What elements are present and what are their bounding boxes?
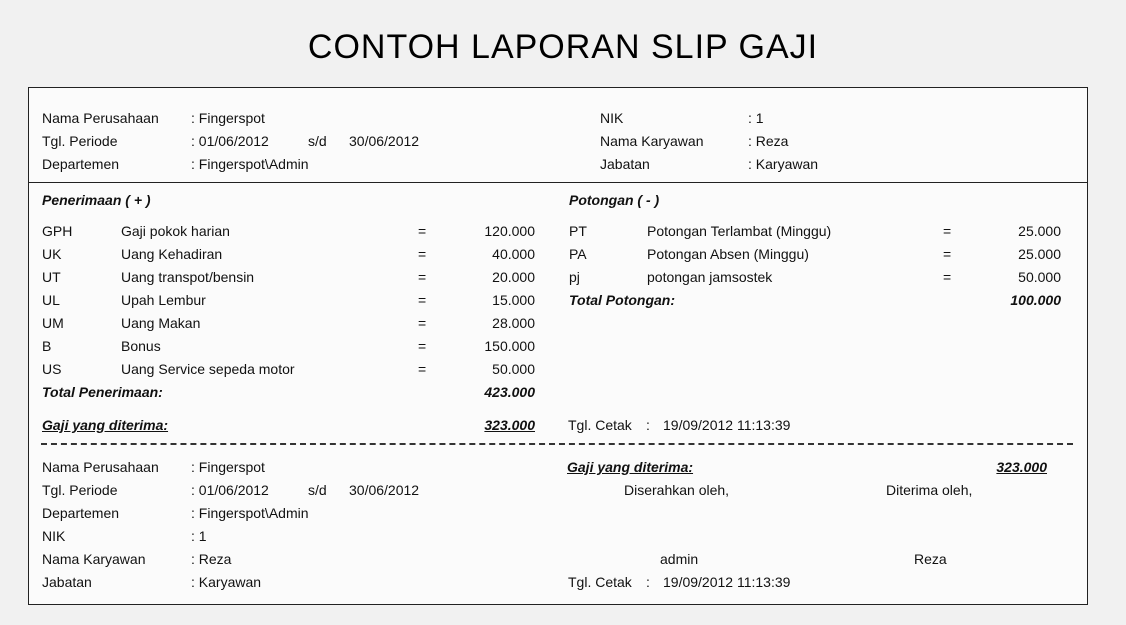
- deduction-row-desc: Potongan Absen (Minggu): [647, 246, 809, 262]
- income-row-amount: 120.000: [484, 223, 535, 239]
- income-row-eq: =: [418, 269, 427, 285]
- slip-position-value: : Karyawan: [191, 574, 262, 590]
- period-label: Tgl. Periode: [42, 133, 118, 149]
- deduction-row-desc: Potongan Terlambat (Minggu): [647, 223, 832, 239]
- income-row-eq: =: [418, 246, 427, 262]
- income-row-amount: 28.000: [492, 315, 535, 331]
- slip-employee-name-label: Nama Karyawan: [42, 551, 146, 567]
- print-date-sep: :: [646, 417, 650, 433]
- handed-over-by-label: Diserahkan oleh,: [624, 482, 730, 498]
- income-row-eq: =: [418, 361, 427, 377]
- income-total-label: Total Penerimaan:: [42, 384, 163, 400]
- handed-over-by-name: admin: [660, 551, 699, 567]
- deduction-row-code: PA: [569, 246, 587, 262]
- slip-position-label: Jabatan: [42, 574, 92, 590]
- slip-company-label: Nama Perusahaan: [42, 459, 159, 475]
- income-row-desc: Uang Service sepeda motor: [121, 361, 295, 377]
- print-date-value: 19/09/2012 11:13:39: [663, 417, 791, 433]
- slip-print-date-label: Tgl. Cetak: [568, 574, 632, 590]
- period-sep: s/d: [308, 133, 327, 149]
- slip-department-value: : Fingerspot\Admin: [191, 505, 309, 521]
- income-row-code: US: [42, 361, 62, 377]
- income-row-code: UK: [42, 246, 62, 262]
- slip-employee-name-value: : Reza: [191, 551, 232, 567]
- income-row-desc: Gaji pokok harian: [121, 223, 230, 239]
- employee-name-value: : Reza: [748, 133, 789, 149]
- salary-slip: [28, 87, 1088, 605]
- deduction-row-code: PT: [569, 223, 587, 239]
- income-row-desc: Uang Makan: [121, 315, 201, 331]
- income-row-amount: 15.000: [492, 292, 535, 308]
- department-value: : Fingerspot\Admin: [191, 156, 309, 172]
- income-row-amount: 50.000: [492, 361, 535, 377]
- deduction-heading: Potongan ( - ): [569, 192, 660, 208]
- income-row-eq: =: [418, 223, 427, 239]
- income-total-value: 423.000: [484, 384, 535, 400]
- print-date-label: Tgl. Cetak: [568, 417, 632, 433]
- income-row-amount: 20.000: [492, 269, 535, 285]
- slip-period-label: Tgl. Periode: [42, 482, 118, 498]
- net-pay-value: 323.000: [484, 417, 535, 433]
- position-value: : Karyawan: [748, 156, 819, 172]
- department-label: Departemen: [42, 156, 120, 172]
- income-row-desc: Uang transpot/bensin: [121, 269, 255, 285]
- slip-net-pay-label: Gaji yang diterima:: [567, 459, 694, 475]
- income-row-eq: =: [418, 338, 427, 354]
- slip-period-start: : 01/06/2012: [191, 482, 269, 498]
- period-end: 30/06/2012: [349, 133, 420, 149]
- income-row-code: UT: [42, 269, 61, 285]
- deduction-row-code: pj: [569, 269, 580, 285]
- position-label: Jabatan: [600, 156, 650, 172]
- income-row-code: UL: [42, 292, 60, 308]
- page-title: CONTOH LAPORAN SLIP GAJI: [307, 28, 819, 66]
- slip-period-sep: s/d: [308, 482, 327, 498]
- company-value: : Fingerspot: [191, 110, 265, 126]
- income-row-code: UM: [42, 315, 64, 331]
- income-row-desc: Upah Lembur: [121, 292, 206, 308]
- income-row-desc: Uang Kehadiran: [121, 246, 223, 262]
- header-divider: [29, 182, 1087, 183]
- company-label: Nama Perusahaan: [42, 110, 159, 126]
- slip-period-end: 30/06/2012: [349, 482, 420, 498]
- income-heading: Penerimaan ( + ): [42, 192, 151, 208]
- slip-net-pay-value: 323.000: [996, 459, 1047, 475]
- slip-department-label: Departemen: [42, 505, 120, 521]
- deduction-row-eq: =: [943, 223, 952, 239]
- income-row-code: GPH: [42, 223, 73, 239]
- slip-print-date-sep: :: [646, 574, 650, 590]
- slip-print-date-value: 19/09/2012 11:13:39: [663, 574, 791, 590]
- nik-value: : 1: [748, 110, 764, 126]
- nik-label: NIK: [600, 110, 624, 126]
- deduction-row-eq: =: [943, 246, 952, 262]
- income-row-eq: =: [418, 292, 427, 308]
- slip-company-value: : Fingerspot: [191, 459, 265, 475]
- slip-nik-value: : 1: [191, 528, 207, 544]
- income-row-eq: =: [418, 315, 427, 331]
- deduction-row-desc: potongan jamsostek: [647, 269, 773, 285]
- deduction-row-eq: =: [943, 269, 952, 285]
- income-row-code: B: [42, 338, 52, 354]
- deduction-row-amount: 25.000: [1018, 246, 1061, 262]
- cut-line: [41, 443, 1073, 445]
- income-row-amount: 150.000: [484, 338, 535, 354]
- deduction-total-label: Total Potongan:: [569, 292, 676, 308]
- deduction-row-amount: 50.000: [1018, 269, 1061, 285]
- period-start: : 01/06/2012: [191, 133, 269, 149]
- income-row-desc: Bonus: [121, 338, 161, 354]
- deduction-row-amount: 25.000: [1018, 223, 1061, 239]
- received-by-label: Diterima oleh,: [886, 482, 973, 498]
- net-pay-label: Gaji yang diterima:: [42, 417, 169, 433]
- employee-name-label: Nama Karyawan: [600, 133, 704, 149]
- deduction-total-value: 100.000: [1010, 292, 1061, 308]
- income-row-amount: 40.000: [492, 246, 535, 262]
- received-by-name: Reza: [914, 551, 947, 567]
- slip-nik-label: NIK: [42, 528, 66, 544]
